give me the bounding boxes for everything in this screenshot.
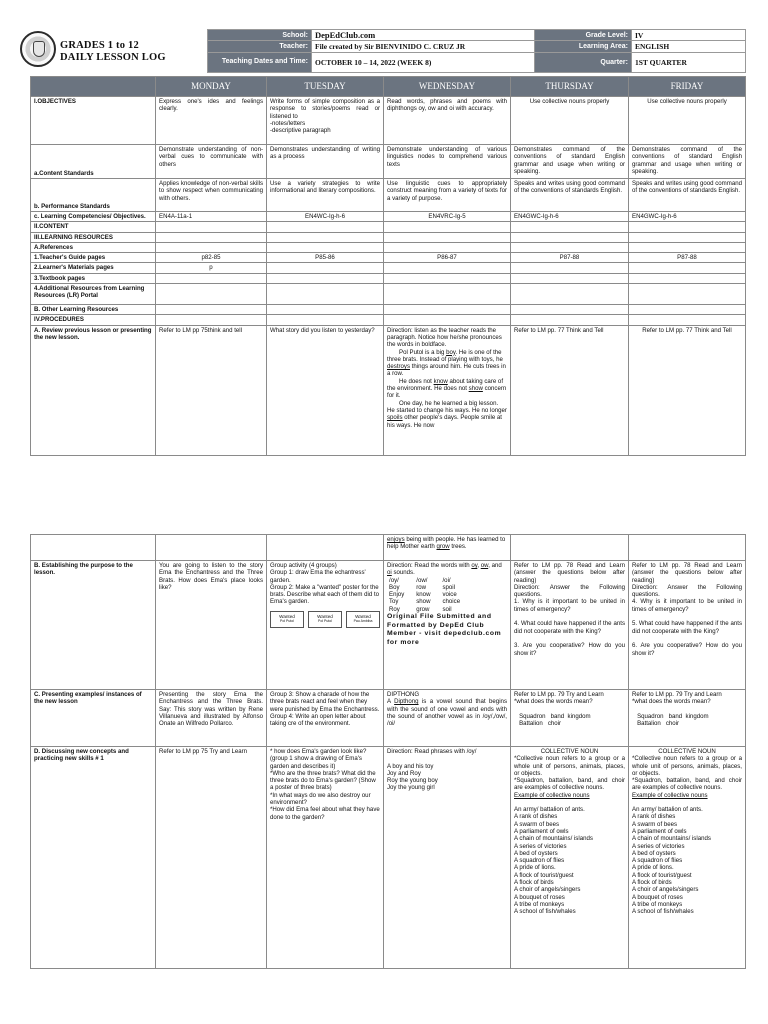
- lm-pages-monday: p: [156, 263, 267, 273]
- tg-pages-wednesday: P86-87: [384, 253, 511, 263]
- row-label-content: II.CONTENT: [31, 222, 156, 232]
- collective-noun-example: A series of victories: [514, 842, 567, 850]
- teacher-label: Teacher:: [208, 41, 312, 52]
- row-label-discussing: D. Discussing new concepts and practicing new skills # 1: [31, 747, 156, 969]
- continuation-thursday: [511, 535, 629, 561]
- word-cell: grow: [416, 605, 430, 613]
- word-dipthong: Dipthong: [394, 698, 419, 706]
- direction-text: ,: [477, 562, 481, 569]
- story-text: about taking care of the environment. He does not: [387, 377, 504, 393]
- word-cell: Roy: [389, 605, 400, 613]
- competencies-wednesday: EN4VRC-Ig-5: [384, 212, 511, 222]
- review-wednesday-continued: [384, 535, 511, 561]
- competencies-thursday: EN4GWC-Ig-h-6: [511, 212, 629, 222]
- word-cell: /ow/: [416, 576, 428, 584]
- content-standards-friday: Demonstrates command of the conventions of standard English grammar and usage when writing or speaking.: [629, 145, 746, 179]
- story-paragraph-1: [387, 349, 507, 378]
- performance-standards-wednesday: Use linguistic cues to appropriately construct meaning from a variety of texts for a variety of purpose.: [384, 179, 511, 212]
- discussing-tuesday: * how does Ema's garden look like? (group 1 show a drawing of Ema's garden and describes it) *Who are the three brats? What did the three brats do to Ema's garden? (Show a poster of three brats) *In what ways do we also destroy our environment? *How did Ema feel about what they have done to the garden?: [267, 747, 384, 969]
- procedures-thursday: [511, 315, 629, 325]
- story-text: concern for it.: [387, 385, 507, 400]
- resources-wednesday: [384, 232, 511, 242]
- collective-noun-example: A bouquet of roses: [632, 893, 683, 901]
- collective-noun-example: A choir of angels/singers: [632, 886, 699, 894]
- poster-title: Wanted: [317, 613, 333, 619]
- collective-noun-example: A series of victories: [632, 842, 685, 850]
- references-wednesday: [384, 242, 511, 252]
- collective-noun-example: A school of fish/whales: [514, 908, 576, 916]
- story-word-know: know: [433, 377, 448, 385]
- purpose-tuesday-text: Group activity (4 groups) Group 1: draw Ema the echantress' garden. Group 2: Make a "wanted" poster for the brats. Describe what each of them did to Ema's garden.: [270, 562, 380, 606]
- wanted-poster: [346, 611, 380, 628]
- textbook-thursday: [511, 273, 629, 283]
- word-cell: soil: [442, 605, 452, 613]
- diphthong-heading: DIPTHONG: [387, 691, 420, 698]
- content-standards-thursday: Demonstrates command of the conventions of standard English grammar and usage when writing or speaking.: [511, 145, 629, 179]
- teacher-value: File created by Sir BIENVINIDO C. CRUZ JR: [312, 41, 535, 52]
- content-wednesday: [384, 222, 511, 232]
- row-label-textbook: 3.Textbook pages: [31, 273, 156, 283]
- day-header-wednesday: WEDNESDAY: [384, 77, 511, 97]
- lm-pages-wednesday: [384, 263, 511, 273]
- continuation-monday: [156, 535, 267, 561]
- story-word-enjoys: enjoys: [387, 536, 405, 543]
- grade-level-value: IV: [632, 30, 746, 41]
- objectives-friday: Use collective nouns properly: [629, 97, 746, 145]
- other-wednesday: [384, 305, 511, 315]
- row-label-purpose: B. Establishing the purpose to the lesson.: [31, 561, 156, 690]
- examples-monday: Presenting the story Ema the Enchantress and the Three Brats. Say: This story was written by Rene Villanueva and illustrated by Alfonso Onate an Wilfredo Pollarco.: [156, 690, 267, 747]
- row-label-additional-resources: 4.Additional Resources from Learning Resources (LR) Portal: [31, 284, 156, 305]
- examples-tuesday: Group 3: Show a charade of how the three brats react and feel when they were punished by Ema the Enchantress. Group 4: Write an open letter about taking cre of the environment.: [267, 690, 384, 747]
- learning-area-value: ENGLISH: [632, 41, 746, 52]
- tg-pages-monday: p82-85: [156, 253, 267, 263]
- word-row: [389, 598, 460, 605]
- textbook-monday: [156, 273, 267, 283]
- performance-standards-thursday: Speaks and writes using good command of the conventions of standards English.: [511, 179, 629, 212]
- collective-noun-example: A rank of dishes: [632, 813, 676, 821]
- poster-name: Pol Putol: [317, 618, 332, 623]
- collective-noun-example: A tribe of monkeys: [632, 900, 683, 908]
- word-cell: show: [416, 598, 431, 606]
- continuation-friday: [629, 535, 746, 561]
- collective-noun-example: A pride of lions.: [514, 864, 556, 872]
- purpose-friday: Refer to LM pp. 78 Read and Learn (answer the questions below after reading) Direction: Answer the Following questions. 4. Why is it important to be united in times of emergency? 5. What could have happened if the ants did not cooperate with the King? 6. Are you cooperative? How do you show it?: [629, 561, 746, 690]
- collective-noun-example: A bed of oysters: [632, 849, 676, 857]
- procedures-monday: [156, 315, 267, 325]
- wanted-poster: [270, 611, 304, 628]
- grade-level-label: Grade Level:: [535, 30, 632, 41]
- collective-noun-example: A rank of dishes: [514, 813, 558, 821]
- review-thursday: Refer to LM pp. 77 Think and Tell: [511, 325, 629, 455]
- row-label-learners-materials: 2.Learner's Materials pages: [31, 263, 156, 273]
- corner-header-cell: [31, 77, 156, 97]
- word-cell: /oi/: [442, 576, 451, 584]
- story-word-spoils: spoils: [387, 414, 403, 422]
- review-wednesday: [384, 325, 511, 455]
- additional-tuesday: [267, 284, 384, 305]
- content-monday: [156, 222, 267, 232]
- school-value: DepEdClub.com: [312, 30, 535, 41]
- discussing-friday: [629, 747, 746, 969]
- other-tuesday: [267, 305, 384, 315]
- story-text: other people's days. People smile at his ways. He now: [387, 414, 502, 429]
- tg-pages-thursday: P87-88: [511, 253, 629, 263]
- day-header-monday: MONDAY: [156, 77, 267, 97]
- definition-text: A: [387, 698, 395, 706]
- lesson-log-table-part1: [30, 76, 746, 456]
- procedures-tuesday: [267, 315, 384, 325]
- lm-pages-tuesday: [267, 263, 384, 273]
- wanted-posters: [270, 611, 380, 628]
- poster-title: Wanted: [355, 613, 371, 619]
- collective-noun-example: An army/ battalion of ants.: [514, 806, 585, 814]
- collective-noun-example: A parliament of owls: [632, 827, 687, 835]
- teaching-dates-value: OCTOBER 10 – 14, 2022 (WEEK 8): [312, 52, 535, 73]
- collective-noun-title: COLLECTIVE NOUN: [540, 748, 599, 755]
- row-label-other-resources: B. Other Learning Resources: [31, 305, 156, 315]
- story-text: Pol Putol is a big: [399, 348, 447, 356]
- school-label: School:: [208, 30, 312, 41]
- content-standards-wednesday: Demonstrate understanding of various linguistics nodes to comprehend various texts: [384, 145, 511, 179]
- word-row: [389, 577, 460, 584]
- discussing-wednesday: Direction: Read phrases with /oy/ A boy and his toy Joy and Roy Roy the young boy Joy the young girl: [384, 747, 511, 969]
- resources-friday: [629, 232, 746, 242]
- performance-standards-tuesday: Use a variety strategies to write informational and literary compositions.: [267, 179, 384, 212]
- lm-pages-thursday: [511, 263, 629, 273]
- discussing-monday: Refer to LM pp 75 Try and Learn: [156, 747, 267, 969]
- story-text: He does not: [399, 377, 434, 385]
- collective-noun-example: A flock of birds: [632, 879, 672, 887]
- competencies-tuesday: EN4WC-Ig-h-6: [267, 212, 384, 222]
- story-text: trees.: [449, 543, 467, 551]
- direction-text: sounds.: [391, 569, 415, 577]
- definition-text: is a vowel sound that begins with the sound of one vowel and ends with the sound of another vowel as in /oy/,/ow/, /oi/: [387, 698, 507, 728]
- quarter-label: Quarter:: [535, 52, 632, 73]
- poster-title: Wanted: [279, 613, 295, 619]
- collective-noun-example: A chain of mountains/ islands: [514, 835, 593, 843]
- content-tuesday: [267, 222, 384, 232]
- examples-wednesday: [384, 690, 511, 747]
- day-header-thursday: THURSDAY: [511, 77, 629, 97]
- lesson-log-table-part2: [30, 534, 746, 969]
- row-label-content-standards: a.Content Standards: [31, 145, 156, 179]
- additional-monday: [156, 284, 267, 305]
- word-cell: choice: [442, 598, 461, 606]
- row-label-competencies: c. Learning Competencies/ Objectives.: [31, 212, 156, 222]
- word-row: [389, 591, 460, 598]
- references-thursday: [511, 242, 629, 252]
- collective-noun-example: A flock of tourist/guest: [514, 871, 574, 879]
- day-header-friday: FRIDAY: [629, 77, 746, 97]
- review-wednesday-direction: Direction: listen as the teacher reads the paragraph. Notice how he/she pronounces the words in boldface.: [387, 326, 502, 349]
- references-friday: [629, 242, 746, 252]
- quarter-value: 1ST QUARTER: [632, 52, 746, 73]
- procedures-friday: [629, 315, 746, 325]
- review-tuesday: What story did you listen to yesterday?: [267, 325, 384, 455]
- objectives-thursday: Use collective nouns properly: [511, 97, 629, 145]
- row-label-references: A.References: [31, 242, 156, 252]
- collective-noun-list: [514, 806, 625, 915]
- story-text: . He is one of the three brats. Instead of playing with toys, he: [387, 348, 503, 363]
- deped-seal-logo: [20, 31, 56, 67]
- collective-noun-example: A flock of tourist/guest: [632, 871, 692, 879]
- word-cell: Toy: [389, 598, 399, 606]
- objectives-monday: Express one's ides and feelings clearly.: [156, 97, 267, 145]
- content-thursday: [511, 222, 629, 232]
- content-standards-tuesday: Demonstrates understanding of writing as a process: [267, 145, 384, 179]
- resources-thursday: [511, 232, 629, 242]
- purpose-monday: You are going to listen to the story Ema the Enchantress and the Three Brats. How does Ema's place looks like?: [156, 561, 267, 690]
- purpose-wednesday: [384, 561, 511, 690]
- collective-noun-example: A flock of birds: [514, 879, 554, 887]
- direction-text: Direction: Read the words with: [387, 562, 472, 569]
- collective-noun-example: A squadron of flies: [514, 857, 565, 865]
- collective-noun-examples-heading: Example of collective nouns: [514, 791, 590, 799]
- collective-noun-definition: *Collective noun refers to a group or a whole unit of persons, animals, places, or objects. *Squadron, battalion, band, and choir are examples of collective nouns.: [514, 755, 625, 792]
- word-cell: Boy: [389, 583, 400, 591]
- sound-oy: oy: [471, 562, 478, 569]
- additional-thursday: [511, 284, 629, 305]
- word-cell: voice: [442, 591, 457, 599]
- purpose-thursday: Refer to LM pp. 78 Read and Learn (answer the questions below after reading) Direction: Answer the Following questions. 1. Why is it important to be united in times of emergency? 4. What could have happened if the ants did not cooperate with the King? 3. Are you cooperative? How do you show it?: [511, 561, 629, 690]
- additional-friday: [629, 284, 746, 305]
- story-text: One day, he he learned a big lesson. He started to change his ways. He no longer: [387, 399, 507, 414]
- story-text: things around him. He cuts trees in a row.: [387, 363, 506, 378]
- collective-noun-example: A choir of angels/singers: [514, 886, 581, 894]
- resources-tuesday: [267, 232, 384, 242]
- direction-text: , and: [488, 562, 502, 569]
- poster-name: Pol Putol: [279, 618, 294, 623]
- story-word-destroys: destroys: [387, 363, 411, 371]
- learning-area-label: Learning Area:: [535, 41, 632, 52]
- collective-noun-example: A parliament of owls: [514, 827, 569, 835]
- word-row: [389, 606, 460, 613]
- poster-name: Pau Ambiba: [353, 618, 373, 623]
- collective-noun-examples-heading: Example of collective nouns: [632, 791, 708, 799]
- collective-noun-example: A pride of lions.: [632, 864, 674, 872]
- row-label-performance-standards: b. Performance Standards: [31, 179, 156, 212]
- word-cell: row: [416, 583, 427, 591]
- watermark-notice: Original File Submitted and Formatted by DepEd Club Member - visit depedclub.com for more: [387, 613, 502, 646]
- spacer: [514, 799, 625, 806]
- tg-pages-tuesday: P85-86: [267, 253, 384, 263]
- references-monday: [156, 242, 267, 252]
- row-label-teachers-guide: 1.Teacher's Guide pages: [31, 253, 156, 263]
- title-line-2: DAILY LESSON LOG: [60, 52, 166, 63]
- collective-noun-example: A swarm of bees: [632, 820, 678, 828]
- continuation-label-cell: [31, 535, 156, 561]
- title-line-1: GRADES 1 to 12: [60, 40, 139, 51]
- story-word-boy: boy: [446, 348, 456, 356]
- document-title: [60, 40, 200, 64]
- resources-monday: [156, 232, 267, 242]
- collective-noun-example: An army/ battalion of ants.: [632, 806, 703, 814]
- sound-ow: ow: [480, 562, 489, 569]
- collective-noun-list: [632, 806, 742, 915]
- collective-noun-example: A bed of oysters: [514, 849, 558, 857]
- collective-noun-example: A squadron of flies: [632, 857, 683, 865]
- objectives-wednesday: Read words, phrases and poems with diphthongs oy, ow and oi with accuracy.: [384, 97, 511, 145]
- textbook-friday: [629, 273, 746, 283]
- diphthong-word-list: [389, 577, 460, 613]
- lm-pages-friday: [629, 263, 746, 273]
- story-text: being with people. He has learned to help Mother earth: [387, 536, 506, 551]
- examples-friday: Refer to LM pp. 79 Try and Learn *what does the words mean? Squadron band kingdom Battalion choir: [629, 690, 746, 747]
- examples-thursday: Refer to LM pp. 79 Try and Learn *what does the words mean? Squadron band kingdom Battalion choir: [511, 690, 629, 747]
- story-paragraph-2: [387, 378, 507, 400]
- purpose-tuesday: [267, 561, 384, 690]
- header-info-table: [207, 29, 746, 73]
- teaching-dates-label: Teaching Dates and Time:: [208, 52, 312, 73]
- collective-noun-title: COLLECTIVE NOUN: [658, 748, 716, 755]
- spacer: [632, 799, 742, 806]
- collective-noun-example: A tribe of monkeys: [514, 900, 565, 908]
- textbook-wednesday: [384, 273, 511, 283]
- procedures-wednesday: [384, 315, 511, 325]
- tg-pages-friday: P87-88: [629, 253, 746, 263]
- competencies-monday: EN4A-11a-1: [156, 212, 267, 222]
- objectives-tuesday: Write forms of simple composition as a response to stories/poems read or listened to -notes/letters -descriptive paragraph: [267, 97, 384, 145]
- discussing-thursday: [511, 747, 629, 969]
- word-cell: Enjoy: [389, 591, 405, 599]
- row-label-objectives: I.OBJECTIVES: [31, 97, 156, 145]
- row-label-review: A. Review previous lesson or presenting the new lesson.: [31, 325, 156, 455]
- word-row: [389, 584, 460, 591]
- review-monday: Refer to LM pp 75think and tell: [156, 325, 267, 455]
- story-word-show: show: [468, 385, 483, 393]
- collective-noun-example: A school of fish/whales: [632, 908, 694, 916]
- day-header-tuesday: TUESDAY: [267, 77, 384, 97]
- content-standards-monday: Demonstrate understanding of non-verbal cues to communicate with others: [156, 145, 267, 179]
- collective-noun-example: A bouquet of roses: [514, 893, 565, 901]
- word-cell: spoil: [442, 583, 456, 591]
- other-monday: [156, 305, 267, 315]
- diphthong-definition: [387, 698, 507, 727]
- additional-wednesday: [384, 284, 511, 305]
- other-friday: [629, 305, 746, 315]
- row-label-examples: C. Presenting examples/ instances of the new lesson: [31, 690, 156, 747]
- review-friday: Refer to LM pp. 77 Think and Tell: [629, 325, 746, 455]
- other-thursday: [511, 305, 629, 315]
- wanted-poster: [308, 611, 342, 628]
- content-friday: [629, 222, 746, 232]
- performance-standards-monday: Applies knowledge of non-verbal skills to show respect when communicating with others.: [156, 179, 267, 212]
- story-paragraph-3: [387, 400, 507, 429]
- purpose-wednesday-direction: [387, 562, 507, 577]
- collective-noun-definition: *Collective noun refers to a group or a whole unit of persons, animals, places, or objects. *Squadron, battalion, band, and choir are examples of collective nouns.: [632, 755, 742, 792]
- story-word-grow: grow: [436, 543, 450, 551]
- collective-noun-example: A chain of mountains/ islands: [632, 835, 711, 843]
- references-tuesday: [267, 242, 384, 252]
- word-cell: know: [416, 591, 431, 599]
- continuation-tuesday: [267, 535, 384, 561]
- word-cell: /oy/: [389, 576, 399, 584]
- textbook-tuesday: [267, 273, 384, 283]
- row-label-procedures: IV.PROCEDURES: [31, 315, 156, 325]
- row-label-learning-resources: III.LEARNING RESOURCES: [31, 232, 156, 242]
- performance-standards-friday: Speaks and writes using good command of the conventions of standards English.: [629, 179, 746, 212]
- collective-noun-example: A swarm of bees: [514, 820, 560, 828]
- competencies-friday: EN4GWC-Ig-h-6: [629, 212, 746, 222]
- sound-oi: oi: [387, 569, 392, 577]
